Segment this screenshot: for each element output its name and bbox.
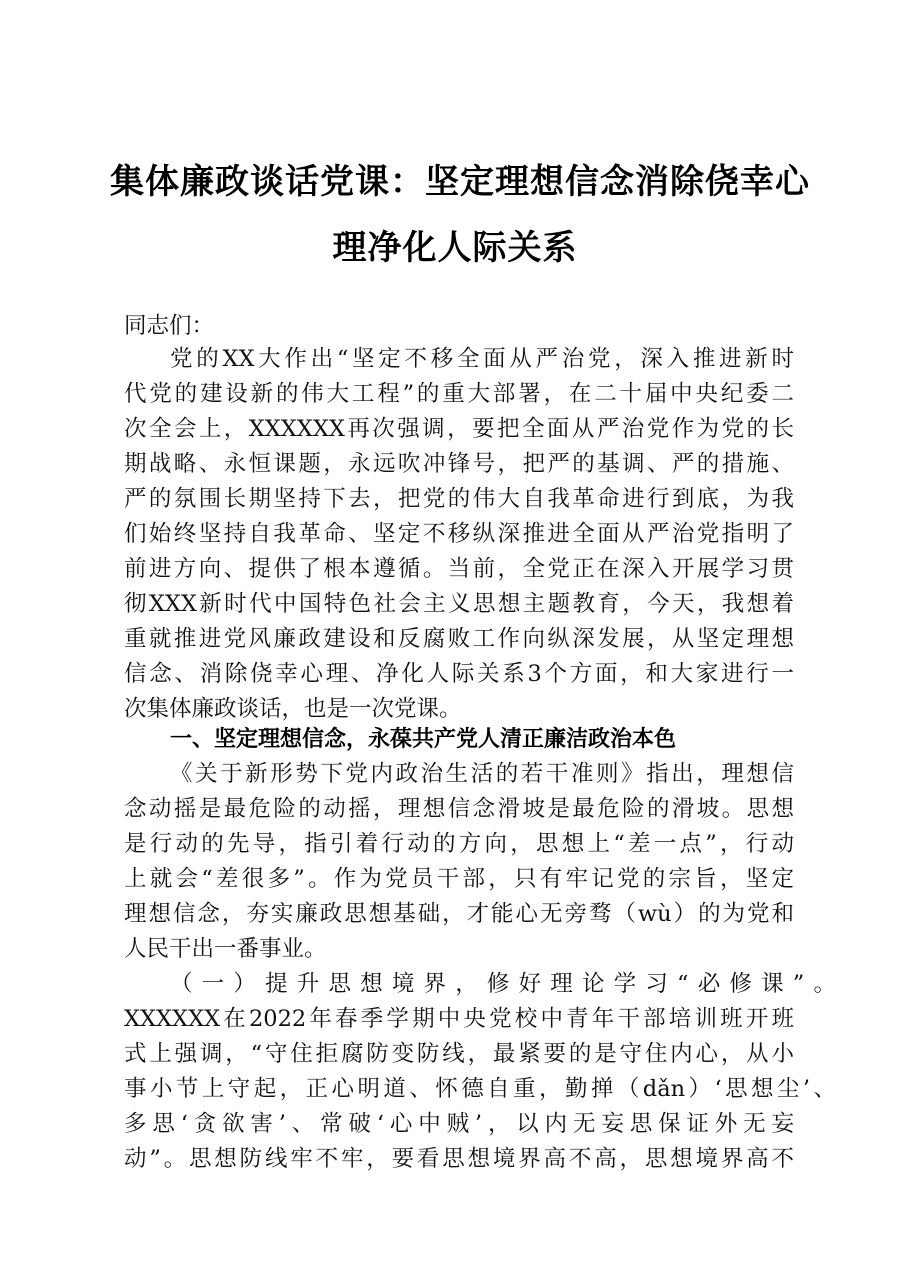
paragraph-3-line: 事小节上守起，正心明道、怀德自重，勤掸（dǎn）‘思想尘’、 (124, 1076, 836, 1102)
paragraph-3-line: （一）提升思想境界，修好理论学习“必修课”。 (170, 971, 836, 997)
paragraph-1-line: 前进方向、提供了根本遵循。当前，全党正在深入开展学习贯 (124, 556, 794, 582)
paragraph-3-line: 多思‘贪欲害’、常破‘心中贼’，以内无妄思保证外无妄 (124, 1111, 794, 1137)
paragraph-2-line: 是行动的先导，指引着行动的方向，思想上“差一点”，行动 (124, 831, 794, 857)
paragraph-3-line: XXXXXX在2022年春季学期中央党校中青年干部培训班开班 (124, 1006, 794, 1032)
paragraph-3-line: 式上强调，“守住拒腐防变防线，最紧要的是守住内心，从小 (124, 1041, 794, 1067)
paragraph-2-line: 《关于新形势下党内政治生活的若干准则》指出，理想信 (170, 761, 794, 787)
paragraph-1-line: 党的XX大作出“坚定不移全面从严治党，深入推进新时 (170, 346, 794, 372)
paragraph-1-line: 们始终坚持自我革命、坚定不移纵深推进全面从严治党指明了 (124, 521, 794, 547)
paragraph-1-line: 信念、消除侥幸心理、净化人际关系3个方面，和大家进行一 (124, 661, 794, 687)
paragraph-1-line: 次全会上，XXXXXX再次强调，要把全面从严治党作为党的长 (124, 416, 794, 442)
paragraph-1-line: 彻XXX新时代中国特色社会主义思想主题教育，今天，我想着 (124, 591, 794, 617)
paragraph-1-line: 期战略、永恒课题，永远吹冲锋号，把严的基调、严的措施、 (124, 451, 794, 477)
paragraph-1-line: 代党的建设新的伟大工程”的重大部署，在二十届中央纪委二 (124, 381, 794, 407)
salutation: 同志们： (124, 313, 215, 339)
paragraph-1-line: 严的氛围长期坚持下去，把党的伟大自我革命进行到底，为我 (124, 486, 794, 512)
document-title-line-2: 理净化人际关系 (332, 228, 578, 268)
paragraph-2-line: 理想信念，夯实廉政思想基础，才能心无旁骛（wù）的为党和 (124, 901, 794, 927)
paragraph-1-line: 重就推进党风廉政建设和反腐败工作向纵深发展，从坚定理想 (124, 626, 794, 652)
paragraph-3-line: 动”。思想防线牢不牢，要看思想境界高不高，思想境界高不 (124, 1146, 794, 1172)
paragraph-1-line: 次集体廉政谈话，也是一次党课。 (124, 696, 462, 722)
paragraph-2-line: 上就会“差很多”。作为党员干部，只有牢记党的宗旨，坚定 (124, 866, 794, 892)
section-heading-1: 一、坚定理想信念，永葆共产党人清正廉洁政治本色 (170, 727, 677, 752)
document-title-line-1: 集体廉政谈话党课：坚定理想信念消除侥幸心 (110, 162, 810, 202)
paragraph-2-line: 念动摇是最危险的动摇，理想信念滑坡是最危险的滑坡。思想 (124, 796, 794, 822)
paragraph-2-line: 人民干出一番事业。 (124, 936, 327, 962)
